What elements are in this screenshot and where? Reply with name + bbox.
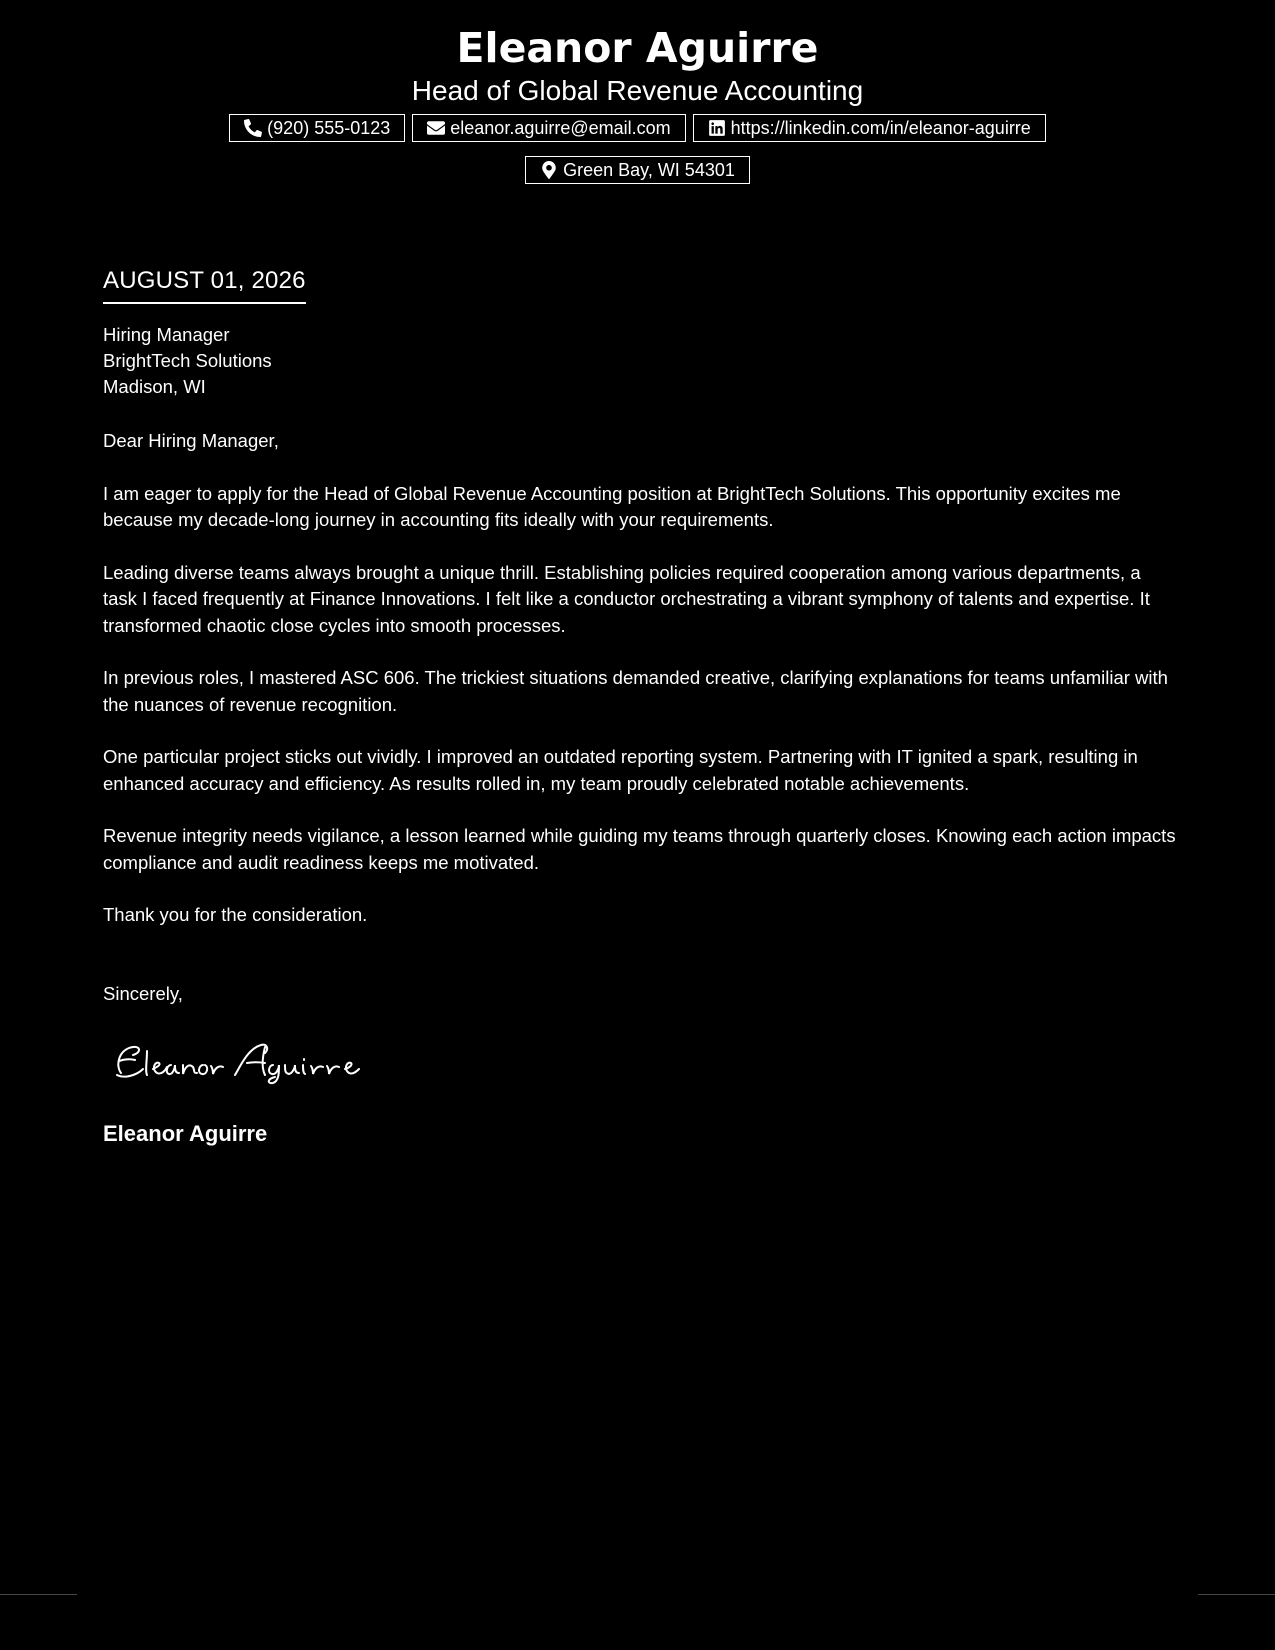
applicant-title: Head of Global Revenue Accounting: [411, 75, 864, 106]
letter-body: [103, 266, 1178, 1147]
location-chip: [525, 156, 750, 184]
linkedin-chip[interactable]: [693, 114, 1046, 142]
email-text[interactable]: eleanor.aguirre@email.com: [450, 117, 671, 138]
linkedin-icon: [708, 119, 726, 137]
recipient-company: BrightTech Solutions: [103, 350, 272, 371]
phone-chip: [229, 114, 405, 142]
closing: Sincerely,: [103, 982, 183, 1004]
linkedin-text[interactable]: https://linkedin.com/in/eleanor-aguirre: [730, 117, 1031, 138]
applicant-name: Eleanor Aguirre: [456, 24, 819, 72]
letter-header: [0, 22, 1275, 191]
contact-row: [198, 114, 1078, 149]
phone-icon: [244, 119, 262, 137]
thank-you-line: Thank you for the consideration.: [103, 904, 368, 925]
body-paragraph: Revenue integrity needs vigilance, a lesson learned while guiding my teams through quarterly closes. Knowing each action impacts compliance and audit readiness keeps me motivated.: [103, 825, 1176, 873]
recipient-name: Hiring Manager: [103, 324, 230, 345]
body-paragraph: Leading diverse teams always brought a unique thrill. Establishing policies required cooperation among various departments, a task I faced frequently at Finance Innovations. I felt like a conductor orchestrating a vibrant symphony of talents and expertise. It transformed chaotic close cycles into smooth processes.: [103, 561, 1150, 636]
body-paragraph: I am eager to apply for the Head of Global Revenue Accounting position at BrightTech Solutions. This opportunity excites me because my decade-long journey in accounting fits ideally with your requirements.: [103, 482, 1121, 530]
contact-row: [198, 156, 1078, 191]
email-chip[interactable]: [412, 114, 685, 142]
contact-info: [198, 114, 1078, 191]
handwritten-signature: [107, 1035, 367, 1087]
recipient-location: Madison, WI: [103, 376, 206, 397]
envelope-icon: [427, 119, 445, 137]
body-paragraph: One particular project sticks out vividly. I improved an outdated reporting system. Partnering with IT ignited a spark, resulting in enhanced accuracy and efficiency. As results rolled in, my team proudly celebrated notable achievements.: [103, 746, 1138, 794]
location-text: Green Bay, WI 54301: [563, 159, 735, 180]
footer-rule-right: [1198, 1594, 1275, 1595]
body-paragraph: In previous roles, I mastered ASC 606. The trickiest situations demanded creative, clarifying explanations for teams unfamiliar with the nuances of revenue recognition.: [103, 667, 1168, 715]
salutation: Dear Hiring Manager,: [103, 430, 279, 451]
recipient-block: [103, 322, 1178, 400]
footer-rule-left: [0, 1594, 77, 1595]
signer-name: Eleanor Aguirre: [103, 1120, 268, 1146]
letter-date: AUGUST 01, 2026: [103, 266, 306, 304]
map-pin-icon: [540, 161, 558, 179]
phone-text: (920) 555-0123: [267, 117, 391, 138]
